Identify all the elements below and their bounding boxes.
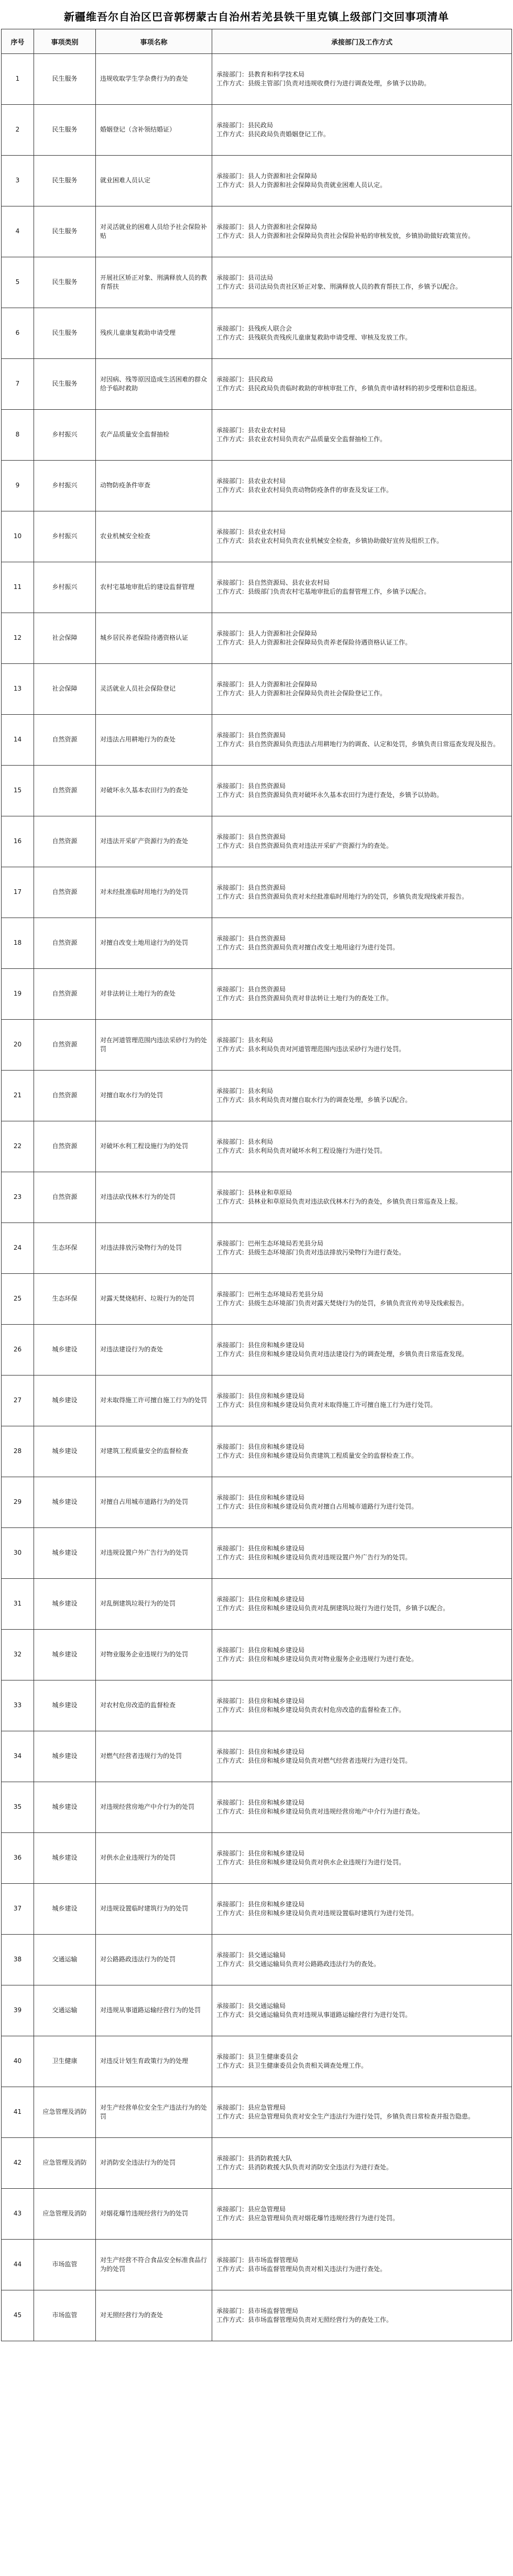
table-row [2, 1782, 512, 1833]
row-index-cell: 15 [2, 766, 34, 816]
row-item-cell: 对擅自占用城市道路行为的处罚 [96, 1477, 212, 1528]
row-index-cell: 27 [2, 1376, 34, 1426]
header-category: 事项类别 [34, 29, 96, 54]
row-item-cell: 农产品质量安全监督抽检 [96, 410, 212, 461]
row-duty-cell: 承接部门：县农业农村局 工作方式：县农业农村局负责农产品质量安全监督抽检工作。 [212, 410, 512, 461]
row-item-cell: 对因病、残等原因造成生活困难的群众给予临时救助 [96, 359, 212, 410]
row-index-cell: 39 [2, 1985, 34, 2036]
row-index-cell: 38 [2, 1935, 34, 1985]
row-duty-cell: 承接部门：县市场监督管理局 工作方式：县市场监督管理局负责对相关违法行为进行查处。 [212, 2240, 512, 2290]
row-item-cell: 对违法占用耕地行为的查处 [96, 715, 212, 766]
row-duty-cell: 承接部门：县住房和城乡建设局 工作方式：县住房和城乡建设局负责对违规经营房地产中介行为进行查处。 [212, 1782, 512, 1833]
table-row [2, 2036, 512, 2087]
row-index-cell: 24 [2, 1223, 34, 1274]
table-row [2, 54, 512, 105]
row-item-cell: 对非法转让土地行为的查处 [96, 969, 212, 1020]
table-row [2, 1528, 512, 1579]
row-item-cell: 对建筑工程质量安全的监督检查 [96, 1426, 212, 1477]
table-row [2, 410, 512, 461]
row-duty-cell: 承接部门：县住房和城乡建设局 工作方式：县住房和城乡建设局负责对乱倒建筑垃圾行为进行处罚，乡镇予以配合。 [212, 1579, 512, 1630]
row-duty-cell: 承接部门：县民政局 工作方式：县民政局负责婚姻登记工作。 [212, 105, 512, 156]
table-row [2, 816, 512, 867]
table-row [2, 1884, 512, 1935]
row-index-cell: 6 [2, 308, 34, 359]
row-index-cell: 20 [2, 1020, 34, 1071]
row-category-cell: 自然资源 [34, 715, 96, 766]
row-duty-cell: 承接部门：县住房和城乡建设局 工作方式：县住房和城乡建设局负责农村危房改造的监督检查工作。 [212, 1680, 512, 1731]
row-index-cell: 35 [2, 1782, 34, 1833]
responsibility-table [1, 29, 512, 2341]
row-item-cell: 动物防疫条件审查 [96, 461, 212, 511]
row-duty-cell: 承接部门：县自然资源局 工作方式：县自然资源局负责违法占用耕地行为的调查、认定和处罚，乡镇负责日常巡查发现及报告。 [212, 715, 512, 766]
row-category-cell: 自然资源 [34, 766, 96, 816]
table-row [2, 918, 512, 969]
row-index-cell: 18 [2, 918, 34, 969]
row-category-cell: 自然资源 [34, 1172, 96, 1223]
row-item-cell: 对在河道管理范围内违法采砂行为的处罚 [96, 1020, 212, 1071]
row-index-cell: 43 [2, 2189, 34, 2240]
table-row [2, 1071, 512, 1121]
row-duty-cell: 承接部门：县林业和草原局 工作方式：县林业和草原局负责对违法砍伐林木行为的查处，乡镇负责日常巡查及上报。 [212, 1172, 512, 1223]
row-duty-cell: 承接部门：县住房和城乡建设局 工作方式：县住房和城乡建设局负责建筑工程质量安全的监督检查工作。 [212, 1426, 512, 1477]
row-duty-cell: 承接部门：县应急管理局 工作方式：县应急管理局负责对烟花爆竹违规经营行为进行处罚。 [212, 2189, 512, 2240]
row-item-cell: 对乱倒建筑垃圾行为的处罚 [96, 1579, 212, 1630]
row-index-cell: 44 [2, 2240, 34, 2290]
row-category-cell: 城乡建设 [34, 1884, 96, 1935]
row-index-cell: 21 [2, 1071, 34, 1121]
row-item-cell: 对未经批准临时用地行为的处罚 [96, 867, 212, 918]
row-index-cell: 25 [2, 1274, 34, 1325]
table-row [2, 2138, 512, 2189]
row-item-cell: 灵活就业人员社会保险登记 [96, 664, 212, 715]
row-category-cell: 乡村振兴 [34, 461, 96, 511]
table-row [2, 461, 512, 511]
row-duty-cell: 承接部门：县住房和城乡建设局 工作方式：县住房和城乡建设局负责对违规设置临时建筑行为进行处罚。 [212, 1884, 512, 1935]
row-item-cell: 对物业服务企业违规行为的处罚 [96, 1630, 212, 1680]
table-row [2, 105, 512, 156]
row-item-cell: 农村宅基地审批后的建设监督管理 [96, 562, 212, 613]
row-category-cell: 自然资源 [34, 867, 96, 918]
row-item-cell: 对违规设置临时建筑行为的处罚 [96, 1884, 212, 1935]
row-index-cell: 37 [2, 1884, 34, 1935]
table-row [2, 1731, 512, 1782]
row-item-cell: 违规收取学生学杂费行为的查处 [96, 54, 212, 105]
row-index-cell: 32 [2, 1630, 34, 1680]
row-category-cell: 乡村振兴 [34, 511, 96, 562]
row-index-cell: 3 [2, 156, 34, 206]
row-duty-cell: 承接部门：县消防救援大队 工作方式：县消防救援大队负责对消防安全违法行为进行查处。 [212, 2138, 512, 2189]
row-index-cell: 36 [2, 1833, 34, 1884]
row-duty-cell: 承接部门：县人力资源和社会保障局 工作方式：县人力资源和社会保障局负责社会保险补贴的审核发放，乡镇协助做好政策宣传。 [212, 206, 512, 257]
row-item-cell: 对违规经营房地产中介行为的处罚 [96, 1782, 212, 1833]
row-category-cell: 应急管理及消防 [34, 2087, 96, 2138]
row-item-cell: 对露天焚烧秸秆、垃圾行为的处罚 [96, 1274, 212, 1325]
row-index-cell: 9 [2, 461, 34, 511]
row-index-cell: 8 [2, 410, 34, 461]
row-category-cell: 生态环保 [34, 1223, 96, 1274]
row-duty-cell: 承接部门：县教育和科学技术局 工作方式：县级主管部门负责对违规收费行为进行调查处理，乡镇予以协助。 [212, 54, 512, 105]
row-index-cell: 17 [2, 867, 34, 918]
row-duty-cell: 承接部门：县水利局 工作方式：县水利局负责对河道管理范围内违法采砂行为进行处罚。 [212, 1020, 512, 1071]
row-category-cell: 民生服务 [34, 206, 96, 257]
row-duty-cell: 承接部门：县住房和城乡建设局 工作方式：县住房和城乡建设局负责对擅自占用城市道路行为进行处罚。 [212, 1477, 512, 1528]
row-duty-cell: 承接部门：县交通运输局 工作方式：县交通运输局负责对违规从事道路运输经营行为进行处罚。 [212, 1985, 512, 2036]
table-row [2, 511, 512, 562]
table-row [2, 1325, 512, 1376]
row-index-cell: 7 [2, 359, 34, 410]
row-item-cell: 就业困难人员认定 [96, 156, 212, 206]
row-category-cell: 乡村振兴 [34, 410, 96, 461]
row-index-cell: 34 [2, 1731, 34, 1782]
row-category-cell: 城乡建设 [34, 1833, 96, 1884]
row-category-cell: 应急管理及消防 [34, 2138, 96, 2189]
row-duty-cell: 承接部门：县农业农村局 工作方式：县农业农村局负责动物防疫条件的审查及发证工作。 [212, 461, 512, 511]
row-category-cell: 民生服务 [34, 54, 96, 105]
row-category-cell: 应急管理及消防 [34, 2189, 96, 2240]
row-category-cell: 卫生健康 [34, 2036, 96, 2087]
table-row [2, 613, 512, 664]
row-category-cell: 市场监管 [34, 2290, 96, 2341]
row-category-cell: 城乡建设 [34, 1680, 96, 1731]
table-row [2, 715, 512, 766]
table-row [2, 2087, 512, 2138]
row-index-cell: 29 [2, 1477, 34, 1528]
row-item-cell: 对烟花爆竹违规经营行为的处罚 [96, 2189, 212, 2240]
row-item-cell: 对燃气经营者违规行为的处罚 [96, 1731, 212, 1782]
row-duty-cell: 承接部门：县自然资源局、县农业农村局 工作方式：县级部门负责农村宅基地审批后的监督管理工作，乡镇予以配合。 [212, 562, 512, 613]
row-item-cell: 对灵活就业的困难人员给予社会保险补贴 [96, 206, 212, 257]
row-category-cell: 民生服务 [34, 308, 96, 359]
table-row [2, 1376, 512, 1426]
row-category-cell: 自然资源 [34, 918, 96, 969]
row-category-cell: 自然资源 [34, 969, 96, 1020]
table-row [2, 206, 512, 257]
row-duty-cell: 承接部门：县农业农村局 工作方式：县农业农村局负责农业机械安全检查，乡镇协助做好宣传及组织工作。 [212, 511, 512, 562]
table-row [2, 766, 512, 816]
document-title: 新疆维吾尔自治区巴音郭楞蒙古自治州若羌县铁干里克镇上级部门交回事项清单 [64, 10, 449, 23]
row-duty-cell: 承接部门：县自然资源局 工作方式：县自然资源局负责对擅自改变土地用途行为进行处罚。 [212, 918, 512, 969]
row-index-cell: 22 [2, 1121, 34, 1172]
table-row [2, 156, 512, 206]
row-category-cell: 城乡建设 [34, 1426, 96, 1477]
row-category-cell: 乡村振兴 [34, 562, 96, 613]
row-category-cell: 城乡建设 [34, 1731, 96, 1782]
row-index-cell: 28 [2, 1426, 34, 1477]
row-item-cell: 残疾儿童康复救助申请受理 [96, 308, 212, 359]
row-item-cell: 对消防安全违法行为的处罚 [96, 2138, 212, 2189]
header-duty: 承接部门及工作方式 [212, 29, 512, 54]
row-item-cell: 对违规设置户外广告行为的处罚 [96, 1528, 212, 1579]
row-item-cell: 城乡居民养老保险待遇资格认证 [96, 613, 212, 664]
row-duty-cell: 承接部门：县人力资源和社会保障局 工作方式：县人力资源和社会保障局负责养老保险待遇资格认证工作。 [212, 613, 512, 664]
table-row [2, 2240, 512, 2290]
row-index-cell: 1 [2, 54, 34, 105]
row-item-cell: 对擅自改变土地用途行为的处罚 [96, 918, 212, 969]
table-row [2, 867, 512, 918]
row-item-cell: 对生产经营单位安全生产违法行为的处罚 [96, 2087, 212, 2138]
row-duty-cell: 承接部门：县自然资源局 工作方式：县自然资源局负责对非法转让土地行为的查处工作。 [212, 969, 512, 1020]
row-duty-cell: 承接部门：县住房和城乡建设局 工作方式：县住房和城乡建设局负责对违规设置户外广告行为的处罚。 [212, 1528, 512, 1579]
row-duty-cell: 承接部门：县住房和城乡建设局 工作方式：县住房和城乡建设局负责对未取得施工许可擅自施工行为进行处罚。 [212, 1376, 512, 1426]
row-category-cell: 民生服务 [34, 156, 96, 206]
row-category-cell: 生态环保 [34, 1274, 96, 1325]
row-item-cell: 对生产经营不符合食品安全标准食品行为的处罚 [96, 2240, 212, 2290]
row-index-cell: 30 [2, 1528, 34, 1579]
table-row [2, 2290, 512, 2341]
row-index-cell: 41 [2, 2087, 34, 2138]
row-duty-cell: 承接部门：县残疾人联合会 工作方式：县残联负责残疾儿童康复救助申请受理、审核及发放工作。 [212, 308, 512, 359]
row-index-cell: 23 [2, 1172, 34, 1223]
row-item-cell: 对违法建设行为的查处 [96, 1325, 212, 1376]
row-index-cell: 14 [2, 715, 34, 766]
table-row [2, 664, 512, 715]
row-category-cell: 民生服务 [34, 257, 96, 308]
row-duty-cell: 承接部门：县水利局 工作方式：县水利局负责对擅自取水行为的调查处理，乡镇予以配合。 [212, 1071, 512, 1121]
row-category-cell: 社会保障 [34, 613, 96, 664]
row-item-cell: 对擅自取水行为的处罚 [96, 1071, 212, 1121]
row-duty-cell: 承接部门：县自然资源局 工作方式：县自然资源局负责对未经批准临时用地行为的处罚，乡镇负责发现线索并报告。 [212, 867, 512, 918]
row-index-cell: 12 [2, 613, 34, 664]
table-row [2, 1579, 512, 1630]
row-duty-cell: 承接部门：县民政局 工作方式：县民政局负责临时救助的审核审批工作，乡镇负责申请材料的初步受理和信息报送。 [212, 359, 512, 410]
row-duty-cell: 承接部门：县应急管理局 工作方式：县应急管理局负责对安全生产违法行为进行处罚，乡镇负责日常检查并报告隐患。 [212, 2087, 512, 2138]
row-item-cell: 农业机械安全检查 [96, 511, 212, 562]
row-duty-cell: 承接部门：县自然资源局 工作方式：县自然资源局负责对违法开采矿产资源行为的查处。 [212, 816, 512, 867]
row-category-cell: 城乡建设 [34, 1630, 96, 1680]
row-category-cell: 民生服务 [34, 105, 96, 156]
table-row [2, 2189, 512, 2240]
row-index-cell: 11 [2, 562, 34, 613]
row-duty-cell: 承接部门：县市场监督管理局 工作方式：县市场监督管理局负责对无照经营行为的查处工作。 [212, 2290, 512, 2341]
table-row [2, 1985, 512, 2036]
table-row [2, 1426, 512, 1477]
row-category-cell: 城乡建设 [34, 1325, 96, 1376]
row-index-cell: 26 [2, 1325, 34, 1376]
header-index: 序号 [2, 29, 34, 54]
row-item-cell: 对破坏永久基本农田行为的查处 [96, 766, 212, 816]
row-item-cell: 对农村危房改造的监督检查 [96, 1680, 212, 1731]
row-duty-cell: 承接部门：巴州生态环境局若羌县分局 工作方式：县级生态环境部门负责对违法排放污染物行为进行查处。 [212, 1223, 512, 1274]
table-row [2, 1172, 512, 1223]
row-category-cell: 交通运输 [34, 1935, 96, 1985]
row-item-cell: 对违法排放污染物行为的处罚 [96, 1223, 212, 1274]
row-category-cell: 城乡建设 [34, 1579, 96, 1630]
row-category-cell: 城乡建设 [34, 1528, 96, 1579]
row-category-cell: 自然资源 [34, 1071, 96, 1121]
row-index-cell: 10 [2, 511, 34, 562]
header-row [2, 29, 512, 54]
table-row [2, 359, 512, 410]
table-row [2, 1477, 512, 1528]
row-category-cell: 城乡建设 [34, 1376, 96, 1426]
row-index-cell: 45 [2, 2290, 34, 2341]
row-duty-cell: 承接部门：县水利局 工作方式：县水利局负责对破坏水利工程设施行为进行处罚。 [212, 1121, 512, 1172]
row-duty-cell: 承接部门：县住房和城乡建设局 工作方式：县住房和城乡建设局负责对燃气经营者违规行为进行处罚。 [212, 1731, 512, 1782]
row-index-cell: 42 [2, 2138, 34, 2189]
table-row [2, 1680, 512, 1731]
row-duty-cell: 承接部门：县住房和城乡建设局 工作方式：县住房和城乡建设局负责对物业服务企业违规行为进行查处。 [212, 1630, 512, 1680]
row-index-cell: 33 [2, 1680, 34, 1731]
table-row [2, 1223, 512, 1274]
row-item-cell: 对违规从事道路运输经营行为的处罚 [96, 1985, 212, 2036]
table-row [2, 1121, 512, 1172]
row-index-cell: 31 [2, 1579, 34, 1630]
table-body [2, 54, 512, 2341]
row-category-cell: 民生服务 [34, 359, 96, 410]
row-category-cell: 社会保障 [34, 664, 96, 715]
row-category-cell: 自然资源 [34, 1020, 96, 1071]
row-category-cell: 城乡建设 [34, 1782, 96, 1833]
row-index-cell: 4 [2, 206, 34, 257]
row-category-cell: 自然资源 [34, 1121, 96, 1172]
table-row [2, 1833, 512, 1884]
row-index-cell: 16 [2, 816, 34, 867]
row-index-cell: 2 [2, 105, 34, 156]
row-item-cell: 对未取得施工许可擅自施工行为的处罚 [96, 1376, 212, 1426]
table-row [2, 1630, 512, 1680]
row-category-cell: 交通运输 [34, 1985, 96, 2036]
row-item-cell: 对无照经营行为的查处 [96, 2290, 212, 2341]
row-category-cell: 自然资源 [34, 816, 96, 867]
row-index-cell: 40 [2, 2036, 34, 2087]
row-item-cell: 对公路路政违法行为的处罚 [96, 1935, 212, 1985]
row-index-cell: 13 [2, 664, 34, 715]
table-row [2, 969, 512, 1020]
row-duty-cell: 承接部门：县自然资源局 工作方式：县自然资源局负责对破坏永久基本农田行为进行查处，乡镇予以协助。 [212, 766, 512, 816]
table-row [2, 257, 512, 308]
row-item-cell: 对违法开采矿产资源行为的查处 [96, 816, 212, 867]
row-duty-cell: 承接部门：县人力资源和社会保障局 工作方式：县人力资源和社会保障局负责就业困难人员认定。 [212, 156, 512, 206]
row-item-cell: 对违法砍伐林木行为的处罚 [96, 1172, 212, 1223]
row-item-cell: 对破坏水利工程设施行为的处罚 [96, 1121, 212, 1172]
row-duty-cell: 承接部门：县住房和城乡建设局 工作方式：县住房和城乡建设局负责对违法建设行为的调查处理，乡镇负责日常巡查发现。 [212, 1325, 512, 1376]
row-duty-cell: 承接部门：县司法局 工作方式：县司法局负责社区矫正对象、刑满释放人员的教育帮扶工作，乡镇予以配合。 [212, 257, 512, 308]
row-category-cell: 市场监管 [34, 2240, 96, 2290]
row-item-cell: 对供水企业违规行为的处罚 [96, 1833, 212, 1884]
row-duty-cell: 承接部门：县交通运输局 工作方式：县交通运输局负责对公路路政违法行为的查处。 [212, 1935, 512, 1985]
row-duty-cell: 承接部门：县卫生健康委员会 工作方式：县卫生健康委员会负责相关调查处理工作。 [212, 2036, 512, 2087]
row-item-cell: 对违反计划生育政策行为的处理 [96, 2036, 212, 2087]
table-row [2, 562, 512, 613]
row-item-cell: 婚姻登记（含补领结婚证） [96, 105, 212, 156]
row-duty-cell: 承接部门：巴州生态环境局若羌县分局 工作方式：县级生态环境部门负责对露天焚烧行为的处罚，乡镇负责宣传劝导及线索报告。 [212, 1274, 512, 1325]
row-category-cell: 城乡建设 [34, 1477, 96, 1528]
table-row [2, 1274, 512, 1325]
table-row [2, 1935, 512, 1985]
header-item: 事项名称 [96, 29, 212, 54]
table-row [2, 1020, 512, 1071]
row-item-cell: 开展社区矫正对象、刑满释放人员的教育帮扶 [96, 257, 212, 308]
row-index-cell: 5 [2, 257, 34, 308]
row-duty-cell: 承接部门：县人力资源和社会保障局 工作方式：县人力资源和社会保障局负责社会保险登记工作。 [212, 664, 512, 715]
row-index-cell: 19 [2, 969, 34, 1020]
table-header [2, 29, 512, 54]
row-duty-cell: 承接部门：县住房和城乡建设局 工作方式：县住房和城乡建设局负责对供水企业违规行为进行处罚。 [212, 1833, 512, 1884]
table-row [2, 308, 512, 359]
